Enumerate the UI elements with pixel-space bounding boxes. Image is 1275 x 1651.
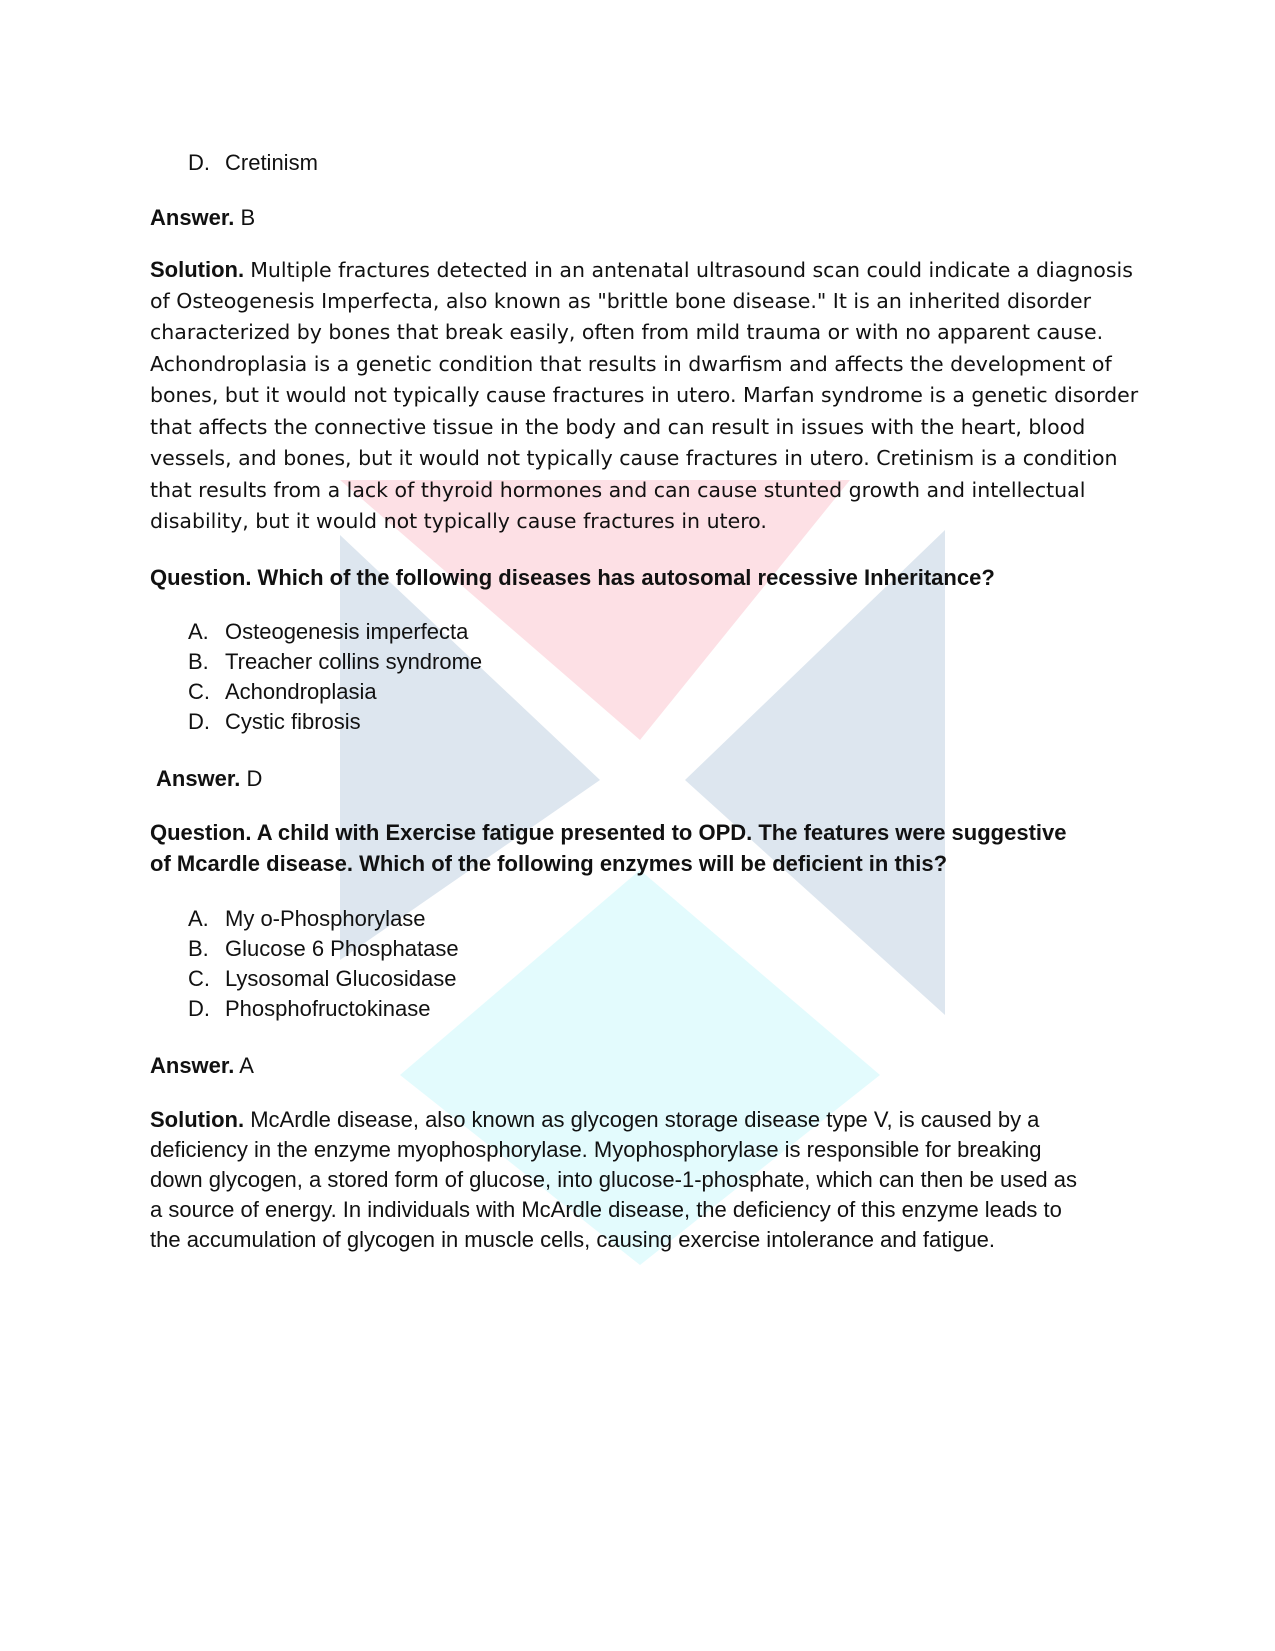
q2-answer: Answer. D bbox=[156, 766, 263, 791]
q2-option-b: B. Treacher collins syndrome bbox=[188, 649, 483, 674]
q3-solution-line-5: the accumulation of glycogen in muscle cells, causing exercise intolerance and fatigue. bbox=[150, 1227, 996, 1252]
prev-solution-line-7: vessels, and bones, but it would not typically cause fractures in utero. Cretinism is a condition bbox=[150, 446, 1118, 470]
prev-solution-line-3: characterized by bones that break easily, often from mild trauma or with no apparent cause. bbox=[150, 320, 1104, 344]
q3-solution-line-2: deficiency in the enzyme myophosphorylase. Myophosphorylase is responsible for breaking bbox=[150, 1137, 1042, 1162]
question-3-line-2: of Mcardle disease. Which of the following enzymes will be deficient in this? bbox=[150, 851, 948, 876]
q3-answer: Answer. A bbox=[150, 1053, 254, 1078]
q2-option-d: D. Cystic fibrosis bbox=[188, 709, 361, 734]
question-3-line-1: Question. A child with Exercise fatigue presented to OPD. The features were suggestive bbox=[150, 820, 1067, 845]
prev-solution-line-9: disability, but it would not typically cause fractures in utero. bbox=[150, 509, 767, 533]
q2-option-a: A. Osteogenesis imperfecta bbox=[188, 619, 469, 644]
prev-solution-line-5: bones, but it would not typically cause fractures in utero. Marfan syndrome is a genetic disorder bbox=[150, 383, 1139, 407]
q3-option-c: C. Lysosomal Glucosidase bbox=[188, 966, 457, 991]
q3-solution-line-3: down glycogen, a stored form of glucose, into glucose-1-phosphate, which can then be used as bbox=[150, 1167, 1078, 1192]
prev-solution-line-8: that results from a lack of thyroid hormones and can cause stunted growth and intellectual bbox=[150, 478, 1086, 502]
prev-answer: Answer. B bbox=[150, 205, 256, 230]
q3-option-d: D. Phosphofructokinase bbox=[188, 996, 431, 1021]
prev-solution-line-1: Solution. Multiple fractures detected in an antenatal ultrasound scan could indicate a diagnosis bbox=[150, 257, 1133, 282]
q3-solution-line-1: Solution. McArdle disease, also known as glycogen storage disease type V, is caused by a bbox=[150, 1107, 1040, 1132]
q3-option-a: A. My o-Phosphorylase bbox=[188, 906, 426, 931]
q3-solution-line-4: a source of energy. In individuals with McArdle disease, the deficiency of this enzyme leads to bbox=[150, 1197, 1062, 1222]
q3-option-b: B. Glucose 6 Phosphatase bbox=[188, 936, 459, 961]
prev-solution-line-2: of Osteogenesis Imperfecta, also known as "brittle bone disease." It is an inherited disorder bbox=[150, 289, 1091, 313]
question-2-text: Question. Which of the following diseases has autosomal recessive Inheritance? bbox=[150, 565, 995, 590]
prev-option-d: D. Cretinism bbox=[188, 150, 318, 175]
prev-solution-line-4: Achondroplasia is a genetic condition that results in dwarfism and affects the development of bbox=[150, 352, 1112, 376]
q2-option-c: C. Achondroplasia bbox=[188, 679, 377, 704]
prev-solution-line-6: that affects the connective tissue in the body and can result in issues with the heart, blood bbox=[150, 415, 1086, 439]
